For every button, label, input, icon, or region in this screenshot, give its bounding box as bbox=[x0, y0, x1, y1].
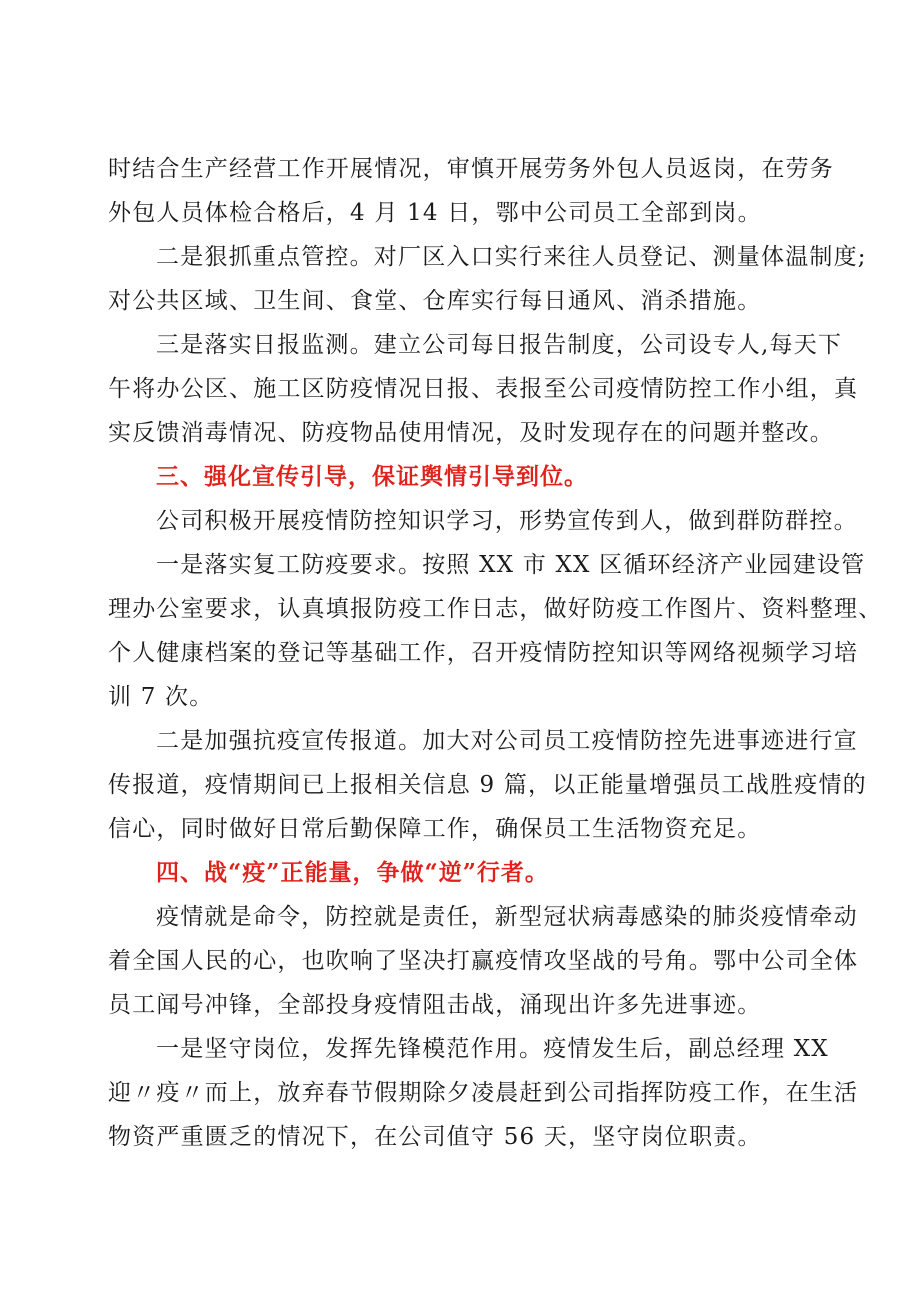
paragraph-line: 实反馈消毒情况、防疫物品使用情况，及时发现存在的问题并整改。 bbox=[108, 420, 834, 446]
paragraph-line: 迎〃疫〃而上，放弃春节假期除夕凌晨赶到公司指挥防疫工作，在生活 bbox=[108, 1080, 859, 1106]
paragraph-line: 员工闻号冲锋，全部投身疫情阻击战，涌现出许多先进事迹。 bbox=[108, 992, 762, 1018]
paragraph-line: 传报道，疫情期间已上报相关信息 9 篇，以正能量增强员工战胜疫情的 bbox=[108, 772, 867, 798]
paragraph-line: 二是加强抗疫宣传报道。加大对公司员工疫情防控先进事迹进行宣 bbox=[156, 728, 858, 754]
paragraph-line: 午将办公区、施工区防疫情况日报、表报至公司疫情防控工作小组，真 bbox=[108, 376, 859, 402]
paragraph-line: 疫情就是命令，防控就是责任，新型冠状病毒感染的肺炎疫情牵动 bbox=[156, 904, 858, 930]
paragraph-line: 个人健康档案的登记等基础工作，召开疫情防控知识等网络视频学习培 bbox=[108, 640, 859, 666]
paragraph-line: 对公共区域、卫生间、食堂、仓库实行每日通风、消杀措施。 bbox=[108, 288, 762, 314]
paragraph-line: 理办公室要求，认真填报防疫工作日志，做好防疫工作图片、资料整理、 bbox=[108, 596, 883, 622]
paragraph-line: 着全国人民的心，也吹响了坚决打赢疫情攻坚战的号角。鄂中公司全体 bbox=[108, 948, 859, 974]
paragraph-line: 信心，同时做好日常后勤保障工作，确保员工生活物资充足。 bbox=[108, 816, 762, 842]
paragraph-line: 物资严重匮乏的情况下，在公司值守 56 天，坚守岗位职责。 bbox=[108, 1124, 762, 1150]
paragraph-line: 训 7 次。 bbox=[108, 684, 214, 710]
paragraph-line: 一是落实复工防疫要求。按照 XX 市 XX 区循环经济产业园建设管 bbox=[156, 552, 866, 578]
paragraph-line: 二是狠抓重点管控。对厂区入口实行来往人员登记、测量体温制度; bbox=[156, 244, 867, 270]
paragraph-line: 时结合生产经营工作开展情况，审慎开展劳务外包人员返岗，在劳务 bbox=[108, 156, 834, 182]
section-heading: 四、战“疫”正能量，争做“逆”行者。 bbox=[156, 859, 549, 886]
paragraph-line: 三是落实日报监测。建立公司每日报告制度，公司设专人,每天下 bbox=[156, 332, 843, 358]
paragraph-line: 外包人员体检合格后，4 月 14 日，鄂中公司员工全部到岗。 bbox=[108, 200, 762, 226]
paragraph-line: 公司积极开展疫情防控知识学习，形势宣传到人，做到群防群控。 bbox=[156, 508, 858, 534]
section-heading: 三、强化宣传引导，保证舆情引导到位。 bbox=[156, 463, 588, 490]
paragraph-line: 一是坚守岗位，发挥先锋模范作用。疫情发生后，副总经理 XX bbox=[156, 1036, 829, 1062]
